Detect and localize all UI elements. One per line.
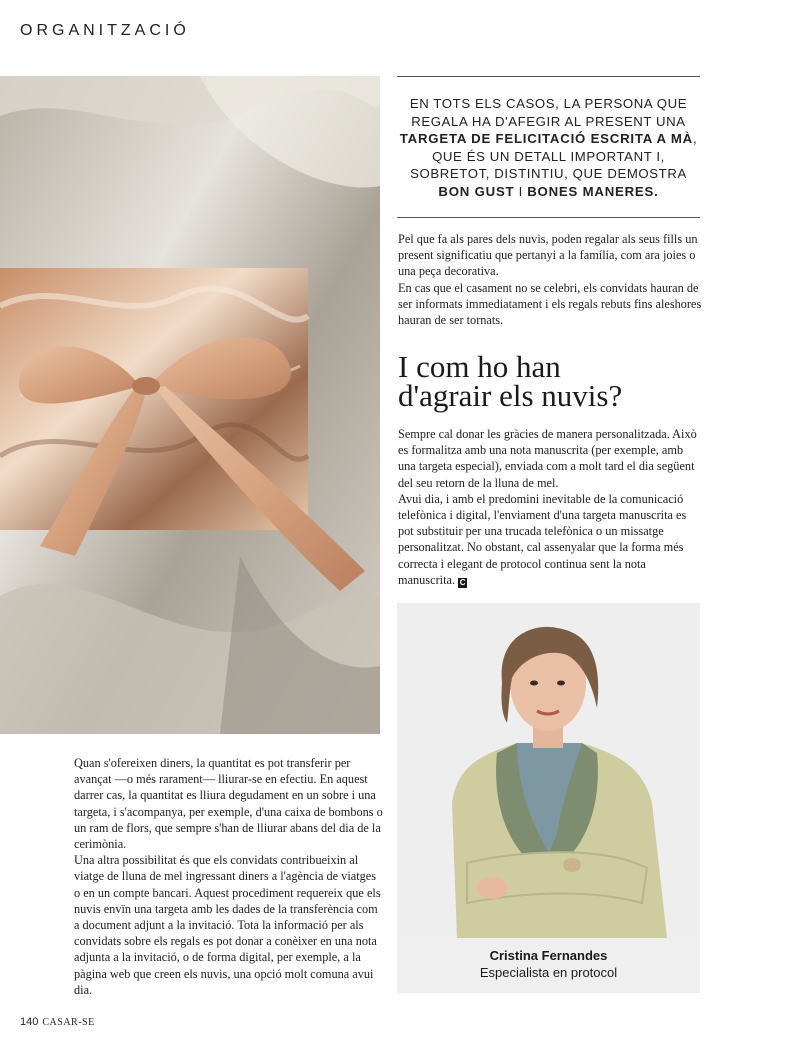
pull-quote-part-2: , QUE ÉS UN DETALL IMPORTANT I, SOBRETOT, DISTINTIU, QUE DEMOSTRA bbox=[410, 131, 698, 182]
money-paragraph-1: Quan s'ofereixen diners, la quantitat es pot transferir per avançat —o més rarament— lliurar-se en efectiu. En aquest darrer cas, la quantitat es lliura degudament en un sobre i una targeta, i s'acompanya, per exemple, d'una caixa de bombons o un ram de flors, que sempre s'han de lliurar abans del dia de la cerimònia. bbox=[74, 756, 383, 852]
page-number: 140 bbox=[20, 1016, 39, 1028]
intro-text bbox=[398, 231, 703, 328]
heading-line-1: I com ho han bbox=[398, 349, 561, 384]
section-label: ORGANITZACIÓ bbox=[20, 22, 190, 39]
brand-logo: CASAR-SE bbox=[42, 1017, 95, 1028]
gift-box-illustration bbox=[0, 76, 380, 734]
pull-quote-part-3: I bbox=[514, 183, 528, 199]
thanks-paragraph-2-text: Avui dia, i amb el predomini inevitable de la comunicació telefònica i digital, l'enviament d'una targeta manuscrita es pot substituir per una trucada telefònica o un missatge personalitzat. No obstant, cal assenyalar que la forma més correcta i elegant de protocol continua sent la nota manuscrita. bbox=[398, 491, 687, 587]
caption-name: Cristina Fernandes bbox=[489, 948, 608, 963]
thanks-paragraph-1: Sempre cal donar les gràcies de manera personalitzada. Això es formalitza amb una nota manuscrita (per exemple, amb una targeta especial), enviada com a molt tard el dia següent del seu retorn de la lluna de mel. bbox=[398, 427, 697, 490]
pull-quote-bold-2: BON GUST bbox=[438, 183, 515, 199]
section-heading bbox=[398, 349, 718, 413]
heading-line-2: d'agrair els nuvis? bbox=[398, 378, 623, 413]
portrait-caption bbox=[397, 938, 700, 993]
money-text bbox=[74, 755, 384, 998]
caption-role: Especialista en protocol bbox=[479, 965, 618, 980]
pull-quote-bold-1: TARGETA DE FELICITACIÓ ESCRITA A MÀ bbox=[399, 131, 693, 147]
portrait-photo bbox=[397, 603, 700, 993]
gift-photo bbox=[0, 76, 380, 734]
thanks-paragraph-2 bbox=[398, 491, 703, 588]
intro-paragraph-1: Pel que fa als pares dels nuvis, poden regalar als seus fills un present significatiu que pertanyi a la família, com ara joies o una peça decorativa. bbox=[398, 232, 698, 279]
pull-quote bbox=[397, 76, 700, 218]
money-paragraph-2: Una altra possibilitat és que els convidats contribueixin al viatge de lluna de mel ingressant diners a l'agència de viatges o en un compte bancari. Aquest procediment requereix que els nuvis envïn una targeta amb les dades de la transferència com a document adjunt a la invitació. Tota la informació per als convidats sobre els regals es pot donar a conèixer en una nota adjunta a la invitació, o de forma digital, per exemple, a la pàgina web que creen els nuvis, una opció molt comuna avui dia. bbox=[74, 853, 381, 997]
end-mark-icon: C bbox=[459, 577, 466, 587]
page-footer bbox=[20, 1016, 95, 1028]
pull-quote-text bbox=[397, 95, 700, 201]
pull-quote-part-1: EN TOTS ELS CASOS, LA PERSONA QUE REGALA HA D'AFEGIR AL PRESENT UNA bbox=[409, 96, 688, 129]
pull-quote-bold-3: BONES MANERES. bbox=[527, 183, 659, 199]
intro-paragraph-2: En cas que el casament no se celebri, els convidats hauran de ser informats immediatament i els regals rebuts fins aleshores hauran de ser tornats. bbox=[398, 280, 702, 328]
portrait-illustration bbox=[397, 603, 700, 938]
thanks-text bbox=[398, 426, 703, 588]
